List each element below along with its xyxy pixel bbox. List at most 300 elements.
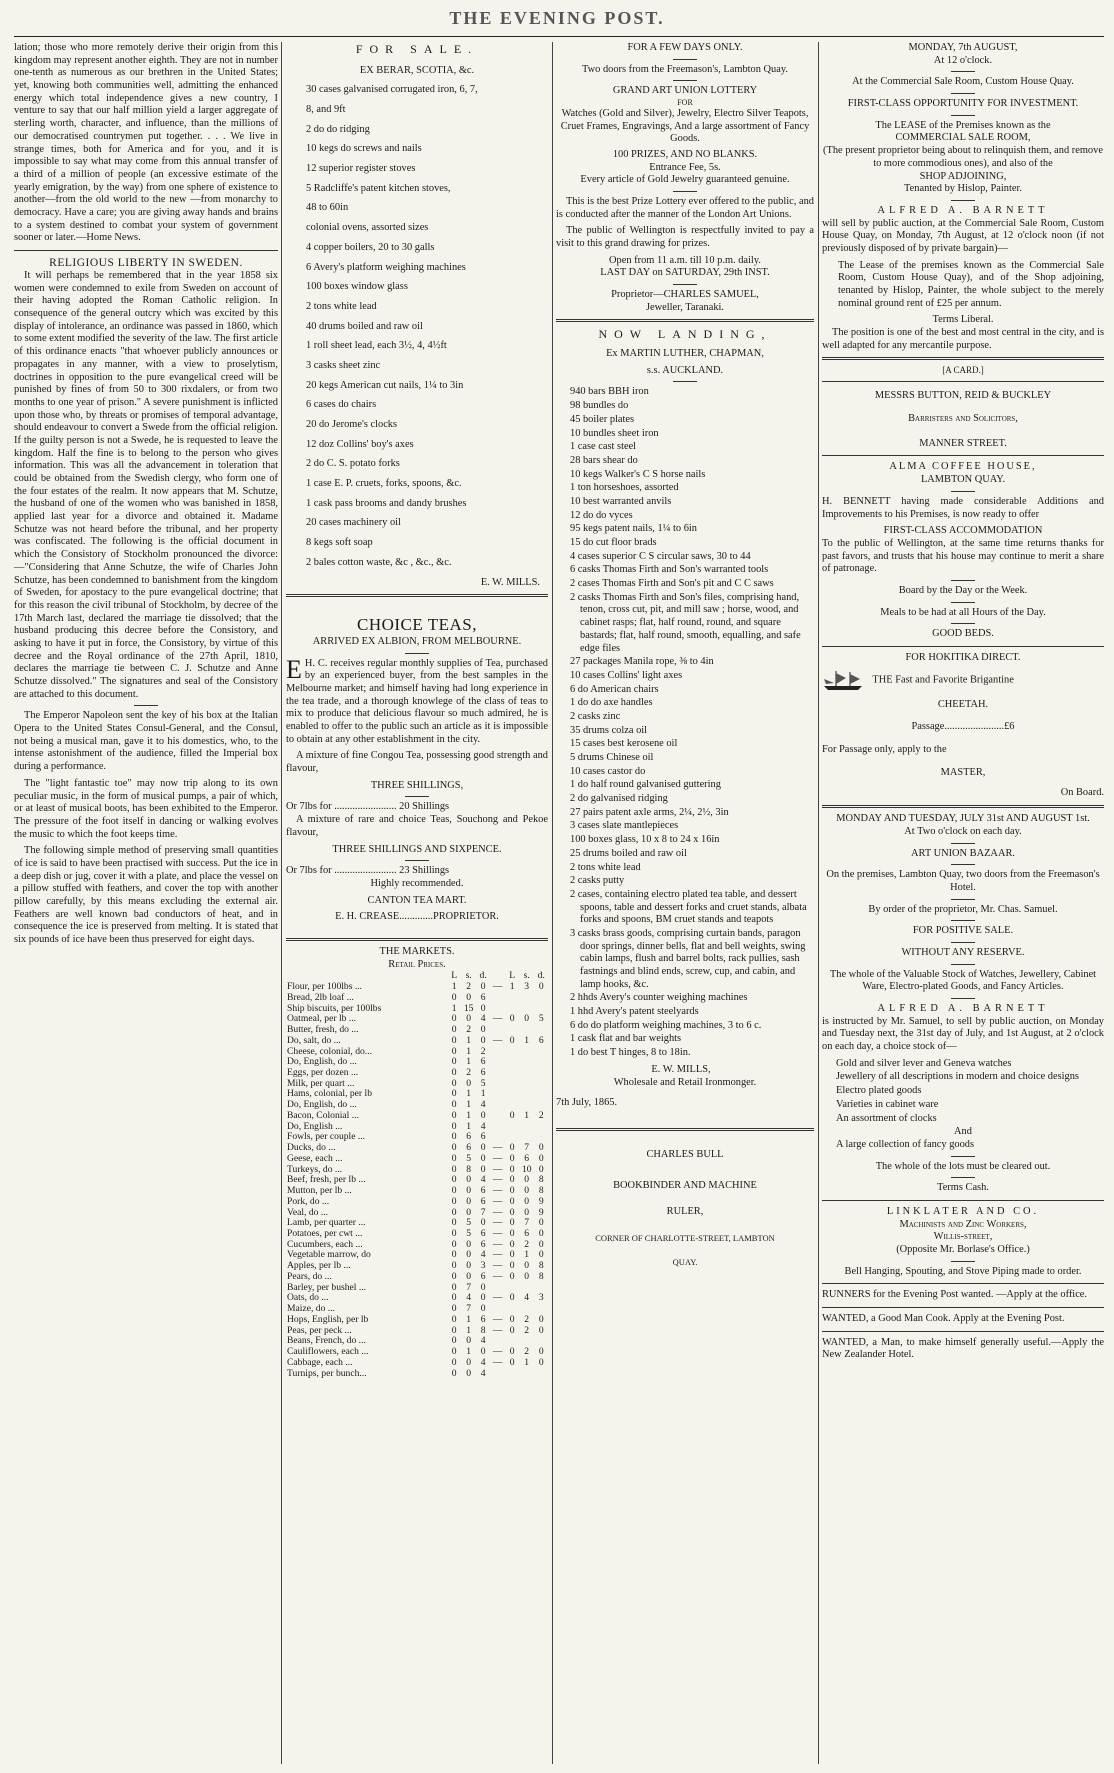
landing-item: 6 casks Thomas Firth and Son's warranted tools	[570, 564, 769, 576]
market-price-cell: —	[492, 1217, 503, 1229]
barnett2-body: is instructed by Mr. Samuel, to sell by public auction, on Monday and Tuesday next, the 31st day of July, and 1st August, at 2 o'clock on each day, a choice stock of—	[822, 1015, 1104, 1053]
market-price-cell: 0	[480, 1281, 486, 1293]
for-sale-item: 12 superior register stoves	[306, 163, 416, 175]
landing-item: 1 cask flat and bar weights	[570, 1033, 682, 1045]
market-price-cell: 0	[509, 1238, 515, 1250]
table-row	[286, 1143, 548, 1154]
market-price-cell	[490, 1057, 506, 1068]
market-price-cell: 3	[480, 1260, 486, 1272]
divider	[951, 1156, 975, 1157]
market-price-cell: 0	[451, 1013, 457, 1025]
lottery-items: Watches (Gold and Silver), Jewelry, Electro Silver Teapots, Cruet Frames, Engravings, And a large assortment of Fancy Goods.	[560, 107, 810, 145]
for-sale-item: 1 cask pass brooms and dandy brushes	[306, 497, 467, 509]
market-price-cell: —	[492, 1313, 503, 1325]
market-price-cell: 0	[538, 1217, 544, 1229]
markets-header-cell: d.	[537, 970, 545, 982]
market-price-cell: 8	[538, 1270, 544, 1282]
bazaar-location: On the premises, Lambton Quay, two doors from the Freemason's Hotel.	[826, 869, 1100, 893]
teas-line-1: Or 7lbs for ........................ 20 Shillings	[286, 801, 450, 813]
market-price-cell: 1	[466, 1120, 472, 1132]
markets-title: THE MARKETS.	[379, 945, 455, 957]
for-sale-item: 2 tons white lead	[306, 300, 377, 312]
divider	[822, 357, 1104, 360]
divider	[951, 942, 975, 943]
barnett-name: ALFRED A. BARNETT	[877, 204, 1049, 216]
column-4	[822, 42, 1104, 1764]
monday-title: MONDAY, 7th AUGUST,	[908, 42, 1018, 53]
market-price-cell: 0	[451, 1227, 457, 1239]
landing-item: 98 bundles do	[570, 400, 629, 412]
market-price-cell: 0	[451, 1109, 457, 1121]
landing-date: 7th July, 1865.	[556, 1097, 618, 1109]
wanted-man: WANTED, a Man, to make himself generally useful.—Apply the New Zealander Hotel.	[822, 1336, 1104, 1361]
market-price-cell: 2	[524, 1238, 530, 1250]
market-price-cell: 4	[480, 1174, 486, 1186]
for-sale-item: 100 boxes window glass	[306, 281, 408, 293]
article-emigration: lation; those who more remotely derive their origin from this kingdom may represent another eighth. They are not in number one-tenth as numerous as our brethren in the United States; yet, knowing both communities well, admitting the enhanced energy which total independence gives a new country, I venture to say that our half million yield a larger aggregate of sterling worth, character, and influence, than the millions of our democratised countrymen put together. . . . We live in strange times, both for America and for you, and it is impossible to say what may come from this annual transfer of a third of a million of people (an excessive estimate of the yearly emigration, by the way) from one sphere of existence to another—from the old world to the new —from monarchy to democracy. Have a care; you are giving away hands and brains to a system destined to combat your system of government sooner or later.—Home News.	[14, 42, 278, 244]
market-price-cell: 0	[509, 1163, 515, 1175]
column-divider	[281, 42, 282, 1764]
lottery-open: Open from 11 a.m. till 10 p.m. daily.	[609, 254, 761, 266]
market-price-cell: 5	[466, 1217, 472, 1229]
market-price-cell: —	[492, 1227, 503, 1239]
market-price-cell: —	[492, 1270, 503, 1282]
market-price-cell: 0	[451, 1142, 457, 1154]
market-price-cell: 0	[451, 1206, 457, 1218]
auction-item: A large collection of fancy goods	[836, 1138, 975, 1150]
barnett2-name: ALFRED A. BARNETT	[877, 1003, 1049, 1015]
markets-header-cell	[286, 971, 447, 982]
hokitika-body: THE Fast and Favorite Brigantine	[822, 669, 1104, 691]
divider	[673, 381, 697, 382]
market-price-cell: 7	[466, 1281, 472, 1293]
for-sale-item: 4 copper boilers, 20 to 30 galls	[306, 241, 435, 253]
market-price-cell	[535, 1122, 549, 1133]
landing-item: 10 best warranted anvils	[570, 495, 672, 507]
opportunity-tenant: Tenanted by Hislop, Painter.	[904, 183, 1022, 195]
market-price-cell	[519, 1079, 535, 1090]
divider	[951, 899, 975, 900]
market-price-cell: 0	[509, 1270, 515, 1282]
market-item-name: Potatoes, per cwt ...	[287, 1228, 363, 1239]
market-price-cell: 0	[524, 1185, 530, 1197]
market-item-name: Butter, fresh, do ...	[287, 1025, 359, 1036]
landing-item: 15 cases best kerosene oil	[570, 738, 678, 750]
market-price-cell: 0	[538, 1324, 544, 1336]
landing-item: 2 cases, containing electro plated tea table, and dessert spoons, table and dessert forks and cruet stands, albata forks and spoons, BM cruet stands and teapots	[570, 888, 807, 926]
market-price-cell: 1	[524, 1109, 530, 1121]
market-price-cell: 0	[509, 1013, 515, 1025]
auction-item: Gold and silver lever and Geneva watches	[836, 1057, 1012, 1069]
divider	[673, 284, 697, 285]
divider	[673, 80, 697, 81]
landing-item: 1 do best T hinges, 8 to 18in.	[570, 1047, 691, 1059]
bazaar-title: ART UNION BAZAAR.	[911, 847, 1015, 859]
button-role: Barristers and Solicitors,	[908, 413, 1018, 425]
divider	[951, 491, 975, 492]
market-price-cell: 0	[509, 1109, 515, 1121]
market-price-cell: 5	[538, 1013, 544, 1025]
market-price-cell: 6	[466, 1131, 472, 1143]
for-sale-item: 3 casks sheet zinc	[306, 359, 381, 371]
landing-item: 4 cases superior C S circular saws, 30 to 44	[570, 550, 751, 562]
divider	[951, 1261, 975, 1262]
market-price-cell: 0	[509, 1195, 515, 1207]
market-price-cell: 0	[538, 1313, 544, 1325]
market-price-cell: 3	[538, 1292, 544, 1304]
market-item-name: Ducks, do ...	[287, 1143, 336, 1154]
market-price-cell: 0	[509, 1034, 515, 1046]
market-price-cell: 0	[451, 1045, 457, 1057]
market-price-cell: 0	[509, 1356, 515, 1368]
market-item-name: Vegetable marrow, do	[287, 1250, 371, 1261]
landing-item: 27 pairs patent axle arms, 2¼, 2½, 3in	[570, 806, 729, 818]
divider	[951, 71, 975, 72]
table-row	[286, 1369, 548, 1380]
for-sale-item: 6 Avery's platform weighing machines	[306, 261, 466, 273]
teas-mixture-2: A mixture of rare and choice Teas, Souchong and Pekoe flavour,	[286, 814, 548, 838]
markets-table	[286, 971, 548, 1379]
market-price-cell: 0	[466, 1077, 472, 1089]
market-price-cell: 6	[480, 1131, 486, 1143]
market-price-cell: 0	[509, 1249, 515, 1261]
landing-item: 1 hhd Avery's patent steelyards	[570, 1006, 699, 1018]
table-row	[286, 1208, 548, 1219]
landing-item: 95 kegs patent nails, 1¼ to 6in	[570, 523, 697, 535]
divider	[822, 1331, 1104, 1332]
market-price-cell	[535, 1079, 549, 1090]
market-price-cell: 0	[524, 1174, 530, 1186]
landing-item: 2 casks putty	[570, 875, 625, 887]
article-sweden: It will perhaps be remembered that in the year 1858 six women were condemned to exile from Sweden on account of their having adopted the Roman Catholic religion. In consequence of the general outcry which was excited by this display of intolerance, an ordinance was passed in 1860, which to some extent modified the severity of the law. The first article of this ordinance enacts "that whoever publicly announces or propagates in any manner, with a view to proselytism, doctrines in opposition to the pure evangelical creed will be punished by fines of from 50 to 300 rixdalers, or from two months to one year of prison." A severe punishment is inflicted upon those who, by threats or promises of temporal advantage, should endeavour to convert a Swede from the official religion. If the guilty person is not a Swede, he is requested to leave the kingdom. Half the fine is to belong to the person who gives information. This was all the advancement in toleration that could be obtained from the Swedish clergy, who form one of the four estates of the realm. It now appears that M. Schutze, the husband of one of the women who was banished in 1858, applied last year for a divorce and obtained it. Madame Schutze was not heard before the tribunal, and her property was confiscated. The following is the official document in which the Consistory of Stockholm pronounced the divorce:—"Considering that Anne Schutze, the wife of Charles John Schutze, has been condemned to banishment from the kingdom of Sweden, for apostacy to the pure evangelical doctrine; that for this reason the civil tribunal of Stockholm, by decree of the 17th March last, declared the marriage tie dissolved; that the husband producing this decree before the Consistory, and asking to have it put in force, the Consistory, by virtue of this decree and the Royal ordinance of the 27th April, 1810, declares the marriage tie between C. J. Schutze and Anne Schutze dissolved." The signatures and seal of the Consistory are attached to this document.	[14, 270, 278, 700]
market-price-cell: 1	[466, 1313, 472, 1325]
divider	[951, 115, 975, 116]
table-row	[286, 1068, 548, 1079]
market-price-cell: 0	[466, 1238, 472, 1250]
market-price-cell: —	[492, 1346, 503, 1358]
market-price-cell: 6	[480, 1185, 486, 1197]
for-sale-item: 1 case E. P. cruets, forks, spoons, &c.	[306, 478, 462, 490]
lottery-best: This is the best Prize Lottery ever offered to the public, and is conducted after the manner of the London Art Unions.	[556, 195, 814, 220]
lottery-prizes: 100 PRIZES, AND NO BLANKS.	[612, 148, 758, 160]
table-row	[286, 1175, 548, 1186]
column-3	[556, 42, 814, 1764]
alma-title: ALMA COFFEE HOUSE,	[889, 461, 1037, 473]
hokitika-on-board: On Board.	[1060, 787, 1104, 799]
table-row	[286, 1165, 548, 1176]
market-price-cell	[505, 1057, 518, 1068]
card-label: [A CARD.]	[942, 365, 984, 376]
market-price-cell: 0	[451, 1324, 457, 1336]
for-sale-item: 6 cases do chairs	[306, 399, 377, 411]
teas-title: CHOICE TEAS,	[357, 615, 477, 635]
market-price-cell: 2	[466, 1024, 472, 1036]
market-price-cell	[505, 1079, 518, 1090]
market-price-cell: 1	[466, 1088, 472, 1100]
market-price-cell	[519, 1089, 535, 1100]
landing-item: 35 drums colza oil	[570, 724, 648, 736]
market-price-cell: 0	[466, 1249, 472, 1261]
market-price-cell: 0	[466, 1013, 472, 1025]
landing-item: 3 cases slate mantlepieces	[570, 820, 679, 832]
lottery-proprietor: Proprietor—CHARLES SAMUEL,	[611, 289, 759, 301]
market-item-name: Eggs, per dozen ...	[287, 1067, 359, 1078]
market-item-name: Bread, 2lb loaf ...	[287, 992, 354, 1003]
auction-item: An assortment of clocks	[836, 1112, 937, 1124]
opportunity-title: FIRST-CLASS OPPORTUNITY FOR INVESTMENT.	[847, 98, 1079, 110]
market-item-name: Oatmeal, per lb ...	[287, 1014, 356, 1025]
divider	[556, 1128, 814, 1131]
market-price-cell: 0	[509, 1142, 515, 1154]
alma-location: LAMBTON QUAY.	[920, 474, 1006, 486]
market-price-cell: —	[492, 1185, 503, 1197]
market-item-name: Oats, do ...	[287, 1293, 329, 1304]
table-row	[286, 1089, 548, 1100]
linklater-role: Machinists and Zinc Workers,	[899, 1218, 1027, 1230]
landing-item: 12 do do vyces	[570, 509, 633, 521]
barnett2-list	[822, 1058, 1104, 1152]
market-item-name: Fowls, per couple ...	[287, 1132, 366, 1143]
table-row	[286, 1014, 548, 1025]
market-item-name: Cauliflowers, each ...	[287, 1347, 369, 1358]
markets-header-cell: s.	[465, 970, 472, 982]
market-price-cell	[490, 1369, 506, 1380]
market-item-name: Cabbage, each ...	[287, 1357, 353, 1368]
alma-beds: GOOD BEDS.	[932, 628, 994, 640]
landing-item: 1 ton horseshoes, assorted	[570, 482, 679, 494]
bazaar-positive: FOR POSITIVE SALE.	[912, 925, 1014, 937]
for-sale-title: FOR SALE.	[355, 42, 479, 56]
market-price-cell: 8	[538, 1185, 544, 1197]
market-price-cell: 0	[451, 1152, 457, 1164]
market-price-cell: 0	[451, 1120, 457, 1132]
market-price-cell: 0	[524, 1260, 530, 1272]
teas-subtitle: ARRIVED EX ALBION, FROM MELBOURNE.	[312, 635, 522, 647]
markets-header-cell: L	[509, 970, 516, 982]
landing-item: 100 boxes glass, 10 x 8 to 24 x 16in	[570, 834, 720, 846]
market-price-cell: 9	[538, 1195, 544, 1207]
landing-ss: s.s. AUCKLAND.	[646, 364, 724, 376]
for-sale-item: 10 kegs do screws and nails	[306, 143, 422, 155]
market-price-cell	[490, 1122, 506, 1133]
divider	[951, 998, 975, 999]
market-price-cell: 5	[466, 1152, 472, 1164]
market-price-cell: 0	[509, 1292, 515, 1304]
auction-item: Jewellery of all descriptions in modern and choice designs	[836, 1071, 1079, 1083]
market-price-cell: 0	[480, 1217, 486, 1229]
landing-item: 10 cases castor do	[570, 765, 646, 777]
landing-item: 5 drums Chinese oil	[570, 752, 654, 763]
article-ice: The following simple method of preserving small quantities of ice is said to have been practised with success. Put the ice in a deep dish or jug, cover it with a plate, and place the vessel on a pillow stuffed with feathers, and cover the top with another pillow carefully, by this means excluding the external air. Feathers are well known bad conductors of heat, and in consequence the ice is preserved from melting. It is stated that six pounds of ice have been thus preserved for eight days.	[14, 845, 278, 946]
bazaar-order: By order of the proprietor, Mr. Chas. Samuel.	[868, 903, 1058, 915]
market-price-cell: 0	[524, 1270, 530, 1282]
market-price-cell	[535, 1057, 549, 1068]
market-price-cell: 0	[480, 1346, 486, 1358]
divider	[822, 646, 1104, 647]
barnett-position: The position is one of the best and most central in the city, and is well adapted for any mercantile purpose.	[822, 327, 1104, 351]
barnett-terms: Terms Liberal.	[932, 314, 994, 326]
market-price-cell: 0	[538, 1227, 544, 1239]
market-price-cell: 0	[466, 1270, 472, 1282]
landing-item: 27 packages Manila rope, ⅜ to 4in	[570, 656, 714, 668]
market-price-cell: 0	[538, 1163, 544, 1175]
market-price-cell	[519, 993, 535, 1004]
table-row	[286, 1283, 548, 1294]
linklater-bell: Bell Hanging, Spouting, and Stove Piping made to order.	[844, 1265, 1082, 1277]
column-divider	[552, 42, 553, 1764]
divider	[951, 1177, 975, 1178]
landing-signature-2: Wholesale and Retail Ironmonger.	[613, 1076, 757, 1088]
button-name: MESSRS BUTTON, REID & BUCKLEY	[874, 390, 1052, 402]
market-price-cell: —	[492, 1195, 503, 1207]
column-1	[14, 42, 278, 1764]
landing-item: 28 bars shear do	[570, 454, 638, 466]
for-sale-item: 5 Radcliffe's patent kitchen stoves,	[306, 182, 451, 194]
market-price-cell: 1	[524, 1249, 530, 1261]
market-price-cell: 9	[538, 1206, 544, 1218]
market-item-name: Hops, English, per lb	[287, 1314, 369, 1325]
market-price-cell: 6	[480, 1227, 486, 1239]
market-price-cell: —	[492, 1034, 503, 1046]
market-price-cell: 0	[509, 1227, 515, 1239]
teas-price-1: THREE SHILLINGS,	[370, 779, 464, 791]
lottery-fee: Entrance Fee, 5s.	[649, 161, 721, 173]
market-price-cell: 0	[451, 1249, 457, 1261]
market-price-cell	[490, 1111, 506, 1122]
for-sale-item: 2 do C. S. potato forks	[306, 458, 400, 470]
market-item-name: Milk, per quart ...	[287, 1078, 355, 1089]
market-price-cell	[535, 1068, 549, 1079]
market-price-cell: 7	[466, 1303, 472, 1315]
divider	[286, 594, 548, 597]
market-price-cell: 0	[509, 1206, 515, 1218]
market-price-cell: 15	[463, 1002, 474, 1014]
market-price-cell: 0	[538, 1356, 544, 1368]
market-price-cell: 0	[480, 1303, 486, 1315]
market-price-cell: 0	[451, 1185, 457, 1197]
for-sale-item: 8 kegs soft soap	[306, 537, 373, 549]
wanted-cook: WANTED, a Good Man Cook. Apply at the Evening Post.	[822, 1313, 1065, 1325]
market-price-cell	[490, 1100, 506, 1111]
divider	[951, 843, 975, 844]
market-price-cell: 0	[466, 1260, 472, 1272]
market-price-cell: 6	[524, 1227, 530, 1239]
market-price-cell: 0	[466, 1367, 472, 1379]
markets-header-cell: s.	[523, 970, 530, 982]
market-price-cell: 0	[451, 991, 457, 1003]
alma-board: Board by the Day or the Week.	[898, 584, 1028, 596]
divider	[951, 602, 975, 603]
auction-item: And	[954, 1126, 972, 1138]
for-sale-item: 8, and 9ft	[306, 104, 346, 115]
teas-mixture-1: A mixture of fine Congou Tea, possessing good strength and flavour,	[286, 750, 548, 775]
table-row	[286, 1293, 548, 1304]
hokitika-master: MASTER,	[940, 766, 986, 778]
market-price-cell: 0	[480, 981, 486, 993]
market-price-cell: 0	[451, 1077, 457, 1089]
market-price-cell: 6	[466, 1142, 472, 1154]
divider	[405, 860, 429, 861]
market-price-cell: 1	[524, 1356, 530, 1368]
market-price-cell: 6	[480, 991, 486, 1003]
market-price-cell: 0	[509, 1174, 515, 1186]
market-price-cell: 0	[451, 1356, 457, 1368]
market-price-cell: 4	[480, 1356, 486, 1368]
divider	[951, 920, 975, 921]
market-price-cell: 0	[538, 1249, 544, 1261]
market-price-cell: 2	[524, 1313, 530, 1325]
market-price-cell: 0	[466, 1335, 472, 1347]
market-item-name: Turnips, per bunch...	[287, 1368, 367, 1379]
market-price-cell	[490, 1047, 506, 1058]
for-sale-item: 2 bales cotton waste, &c , &c., &c.	[306, 556, 452, 568]
market-price-cell: 0	[451, 1099, 457, 1111]
market-price-cell: 0	[451, 1024, 457, 1036]
for-sale-item: 48 to 60in	[306, 202, 349, 214]
table-row	[286, 1326, 548, 1337]
landing-item: 45 boiler plates	[570, 413, 635, 425]
market-price-cell: 0	[466, 1195, 472, 1207]
market-item-name: Do, English, do ...	[287, 1100, 357, 1111]
barnett-lease: The Lease of the premises known as the Commercial Sale Room, Custom House Quay), and of the Shop adjoining, tenanted by Hislop, Painter, the whole subject to the merely nominal ground rent of £25 per annum.	[838, 259, 1104, 309]
barnett-body: will sell by public auction, at the Commercial Sale Room, Custom House Quay, on Monday, 7th August, at 12 o'clock noon (if not previously disposed of by private bargain)—	[822, 217, 1104, 254]
market-price-cell: 4	[480, 1013, 486, 1025]
hokitika-title: FOR HOKITIKA DIRECT.	[905, 652, 1021, 664]
market-price-cell: —	[492, 1260, 503, 1272]
ship-icon	[822, 669, 866, 691]
market-price-cell: 1	[451, 1002, 457, 1014]
landing-item: 1 do do axe handles	[570, 697, 653, 709]
divider	[822, 1283, 1104, 1284]
auction-item: Varieties in cabinet ware	[836, 1098, 939, 1110]
market-price-cell: 0	[451, 1238, 457, 1250]
divider	[951, 623, 975, 624]
landing-item: 2 casks Thomas Firth and Son's files, comprising hand, tenon, cross cut, pit, and mill saw ; horse, wood, and cabinet rasps; flat, half round, round, and square bastards; flat, half round, smooth, equalling, and safe edge files	[570, 591, 801, 654]
market-price-cell: 0	[451, 1260, 457, 1272]
divider	[951, 93, 975, 94]
landing-ex: Ex MARTIN LUTHER, CHAPMAN,	[606, 348, 764, 360]
market-price-cell	[535, 993, 549, 1004]
market-price-cell: 1	[466, 1056, 472, 1068]
for-sale-item: 20 kegs American cut nails, 1¼ to 3in	[306, 379, 464, 391]
market-price-cell: 1	[524, 1034, 530, 1046]
table-row	[286, 1036, 548, 1047]
market-price-cell: 6	[480, 1195, 486, 1207]
market-price-cell: 5	[466, 1227, 472, 1239]
table-row	[286, 1229, 548, 1240]
market-item-name: Beans, French, do ...	[287, 1336, 366, 1347]
market-item-name: Hams, colonial, per lb	[287, 1089, 372, 1100]
market-price-cell: 0	[538, 1346, 544, 1358]
divider	[822, 381, 1104, 382]
landing-item: 25 drums boiled and raw oil	[570, 847, 687, 859]
market-price-cell: —	[492, 1142, 503, 1154]
dropcap: E	[286, 654, 302, 684]
table-row	[286, 1057, 548, 1068]
alma-body: H. BENNETT having made considerable Additions and Improvements to his Premises, is now ready to offer	[822, 495, 1104, 520]
market-price-cell: 0	[538, 1152, 544, 1164]
market-item-name: Flour, per 100lbs ...	[287, 982, 363, 993]
market-price-cell: 1	[451, 981, 457, 993]
market-price-cell: —	[492, 1152, 503, 1164]
opportunity-lease: The LEASE of the Premises known as the	[875, 119, 1051, 131]
divider	[951, 580, 975, 581]
market-price-cell: 4	[480, 1249, 486, 1261]
market-price-cell: 0	[538, 1238, 544, 1250]
market-price-cell: 0	[480, 1034, 486, 1046]
market-price-cell: 8	[466, 1163, 472, 1175]
market-item-name: Bacon, Colonial ...	[287, 1110, 359, 1121]
